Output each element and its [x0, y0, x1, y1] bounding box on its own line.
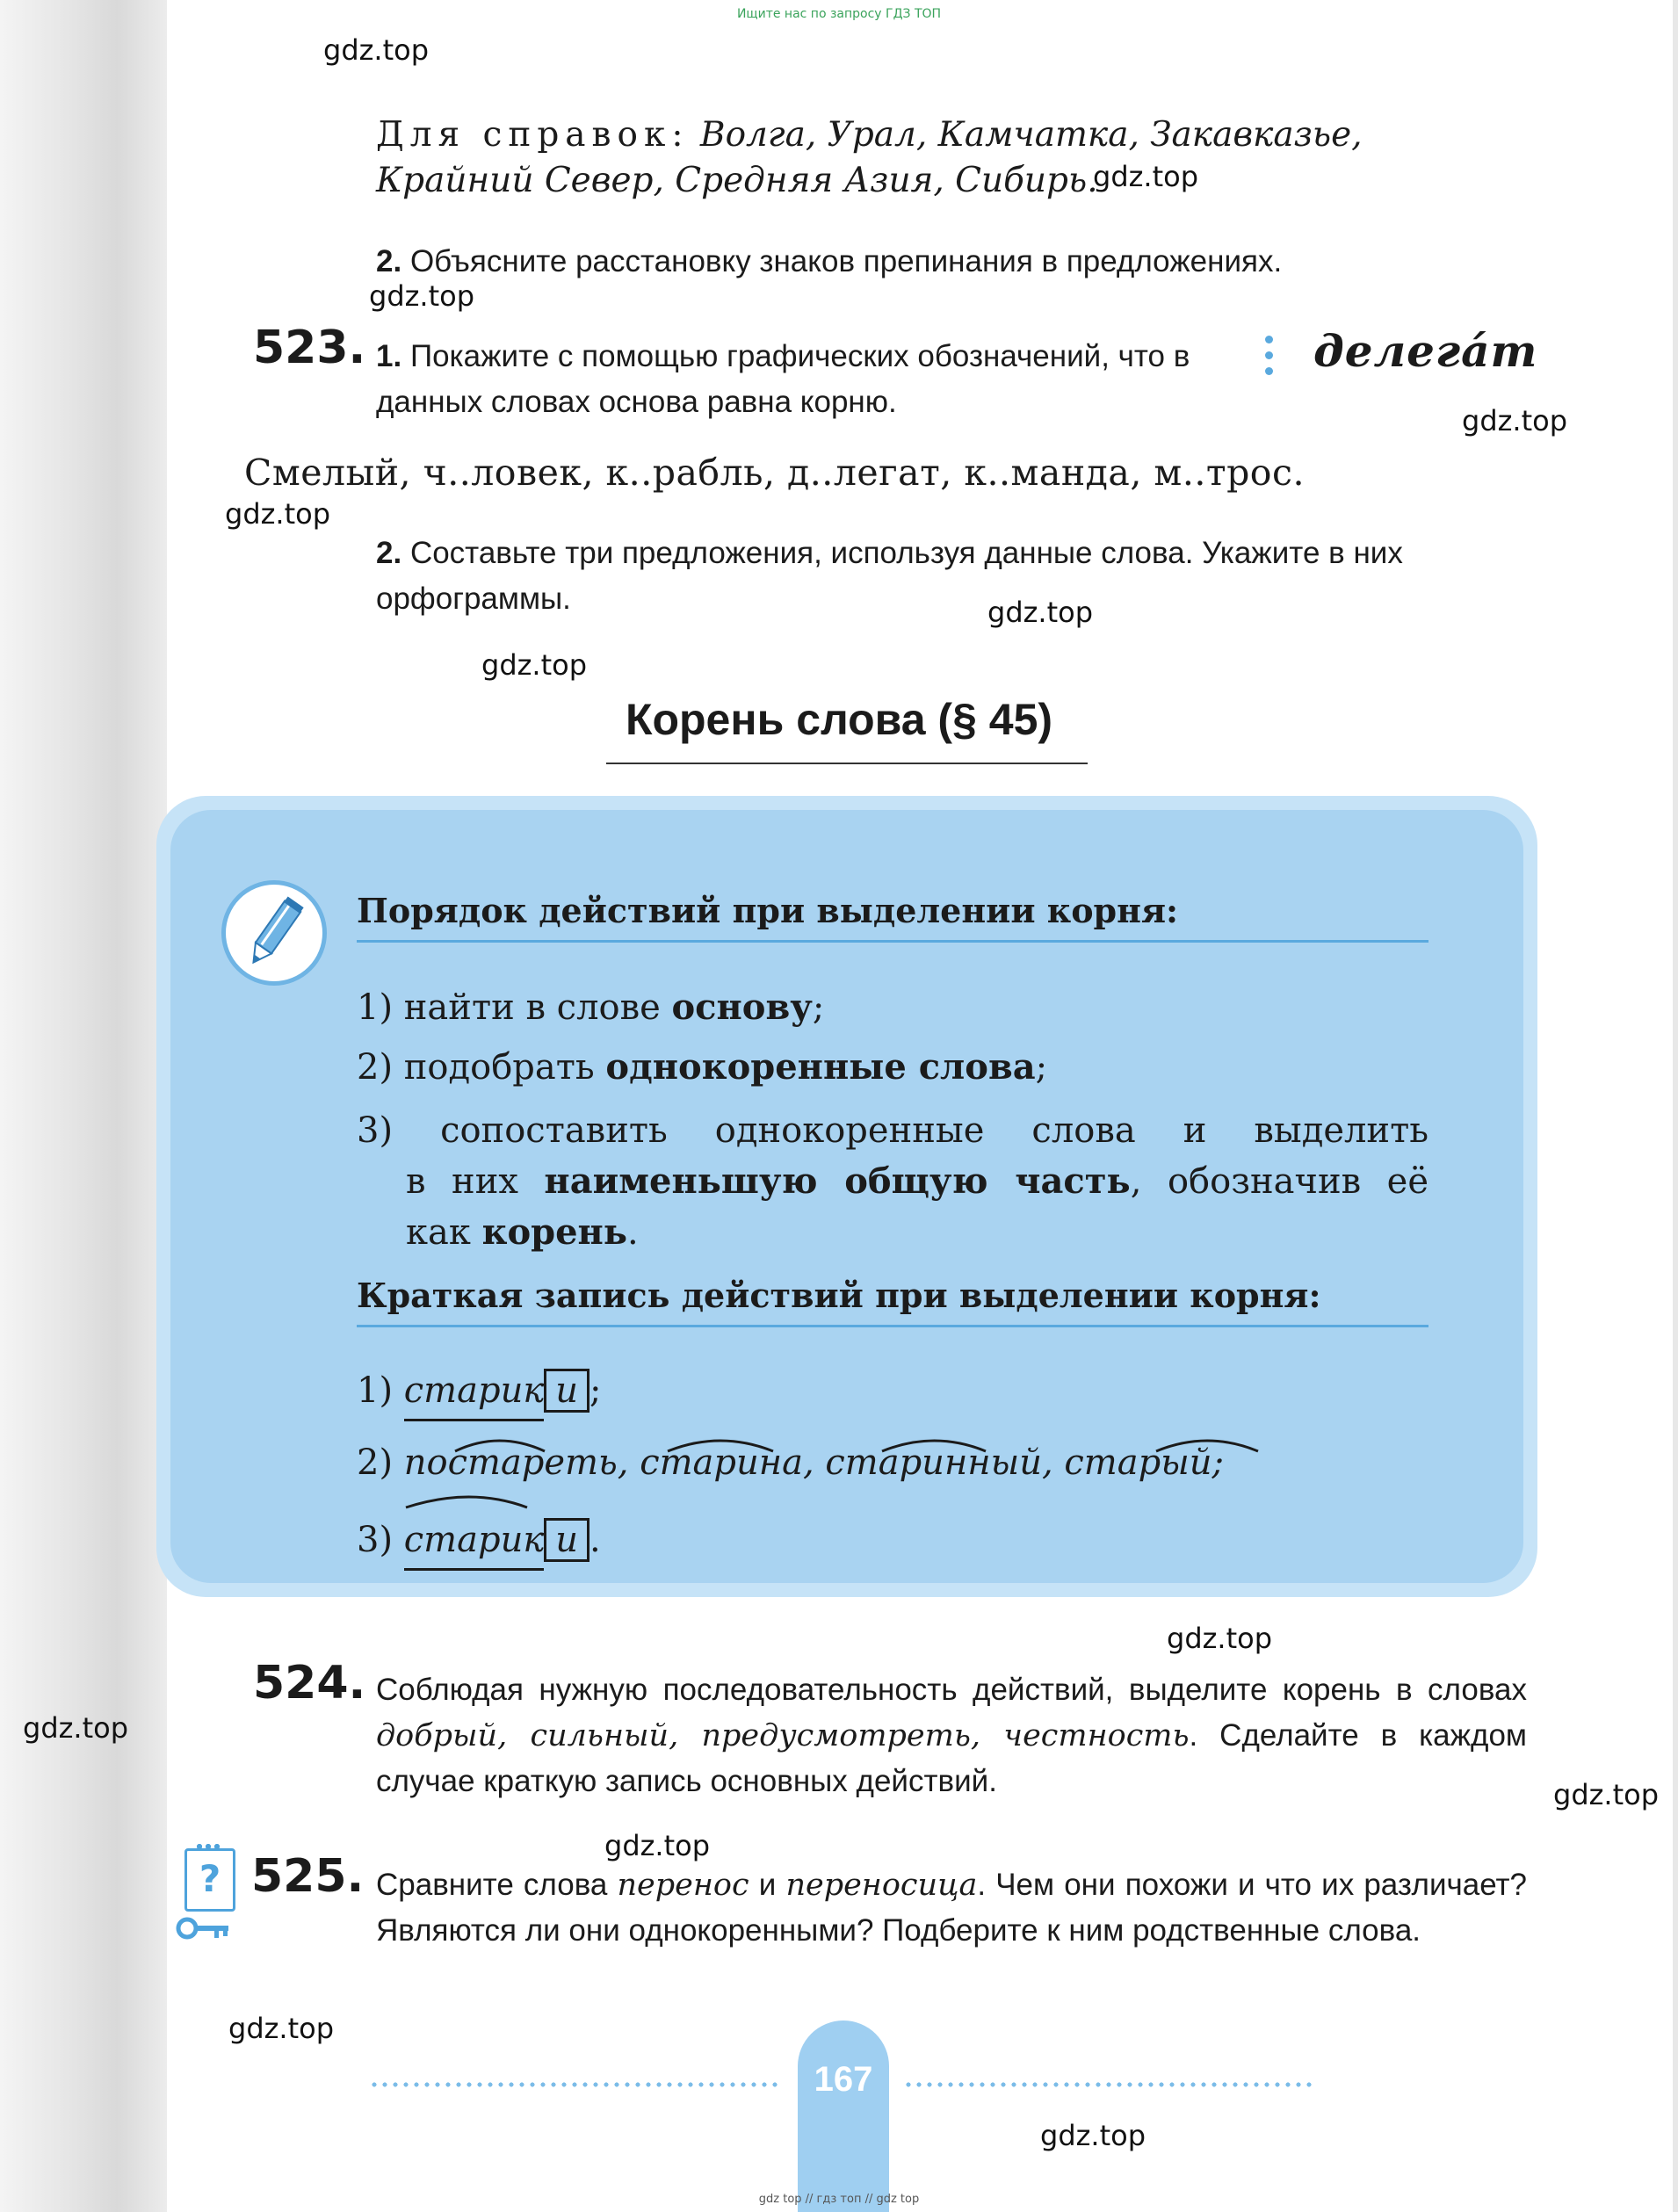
task-text: . Сделайте в каждом случае краткую запись основных действий.: [376, 1718, 1527, 1798]
watermark: gdz.top: [1462, 404, 1568, 437]
vocabulary-word: делегáт: [1313, 325, 1538, 377]
step-text: ;: [589, 1370, 602, 1411]
sub-number: 2.: [376, 536, 402, 570]
step-number: 2): [357, 1442, 394, 1483]
task-word: перенос: [617, 1868, 749, 1903]
word-list: Смелый, ч..ловек, к..рабль, д..легат, к..манда, м..трос.: [244, 452, 1305, 494]
task-text: . Чем они похожи и что их различает? Являются ли они однокоренными? Подберите к ним родственные слова.: [376, 1868, 1528, 1948]
watermark: gdz.top: [23, 1711, 129, 1745]
watermark: gdz.top: [1040, 2119, 1146, 2152]
step-text: в них: [406, 1161, 545, 1202]
key-icon: [176, 1913, 232, 1943]
step-keyword: наименьшую общую часть: [544, 1160, 1131, 1202]
stem-word: старик: [404, 1365, 544, 1416]
task-text: Объясните расстановку знаков препинания в предложениях.: [409, 244, 1283, 278]
sub-number: 2.: [376, 244, 402, 278]
task-words: добрый, сильный, предусмотреть, честность: [376, 1718, 1190, 1753]
step-number: 3): [357, 1520, 394, 1560]
footer-note: gdz top // гдз топ // gdz top: [758, 2193, 920, 2206]
rule-step-3-line-1: 3) сопоставить однокоренные слова и выделить: [357, 1110, 1428, 1151]
task-number-525: 525.: [251, 1850, 365, 1903]
step-text: ;: [1035, 1047, 1048, 1088]
step-text: .: [589, 1520, 601, 1560]
task-text: Сравните слова: [376, 1868, 618, 1902]
task-word: переносица: [785, 1868, 978, 1903]
watermark: gdz.top: [1553, 1778, 1660, 1811]
task-525-text: [376, 1862, 1527, 1954]
question-icon: ?: [184, 1848, 235, 1912]
step-text: , обозначив её: [1130, 1161, 1428, 1202]
rule-heading: Порядок действий при выделении корня:: [357, 891, 1179, 930]
dotted-rule-right: [903, 2082, 1316, 2087]
watermark: gdz.top: [1167, 1622, 1273, 1655]
task-number-524: 524.: [253, 1657, 366, 1710]
page-number-tab: [798, 2020, 889, 2212]
task-text: Покажите с помощью графических обозначений, что в данных словах основа равна корню.: [376, 339, 1190, 419]
ending-box: и: [544, 1518, 589, 1562]
watermark: gdz.top: [604, 1829, 711, 1862]
watermark: gdz.top: [1093, 160, 1199, 193]
reference-label: Для справок:: [376, 115, 690, 155]
dotted-rule-left: [369, 2082, 782, 2087]
watermark: gdz.top: [323, 33, 430, 67]
step-keyword: основу: [671, 987, 813, 1028]
step-number: 1): [357, 1370, 394, 1411]
sub-number: 1.: [376, 339, 402, 373]
watermark: gdz.top: [369, 279, 475, 313]
watermark: gdz.top: [987, 596, 1094, 629]
step-text: ;: [812, 987, 825, 1028]
cognate-words: постареть, старина, старинный, старый;: [403, 1442, 1225, 1483]
step-text: 1) найти в слове: [357, 987, 672, 1028]
reference-items: Волга, Урал, Камчатка, Закавказье, Крайний Север, Средняя Азия, Сибирь.: [376, 115, 1363, 200]
watermark: gdz.top: [481, 648, 588, 682]
task-text: и: [749, 1868, 786, 1902]
watermark: gdz.top: [228, 2012, 335, 2045]
ending-box: и: [544, 1369, 589, 1413]
page-number: 167: [814, 2060, 873, 2099]
task-text: Составьте три предложения, используя данные слова. Укажите в них орфограммы.: [376, 536, 1403, 616]
step-text: .: [626, 1212, 639, 1253]
step-text: как: [406, 1212, 482, 1253]
task-524-text: [376, 1667, 1527, 1804]
step-keyword: однокоренные слова: [605, 1046, 1036, 1088]
short-record-heading: Краткая запись действий при выделении корня:: [357, 1276, 1321, 1315]
task-text: Соблюдая нужную последовательность действий, выделите корень в словах: [376, 1673, 1527, 1707]
short-record-3: [357, 1514, 601, 1565]
step-keyword: корень: [481, 1211, 627, 1253]
section-title: Корень слова (§ 45): [625, 695, 1053, 744]
step-text: 2) подобрать: [357, 1047, 606, 1088]
header-note: Ищите нас по запросу ГДЗ ТОП: [736, 7, 942, 21]
stem-word: старик: [404, 1514, 544, 1565]
task-number-523: 523.: [253, 322, 366, 374]
watermark: gdz.top: [225, 497, 331, 531]
